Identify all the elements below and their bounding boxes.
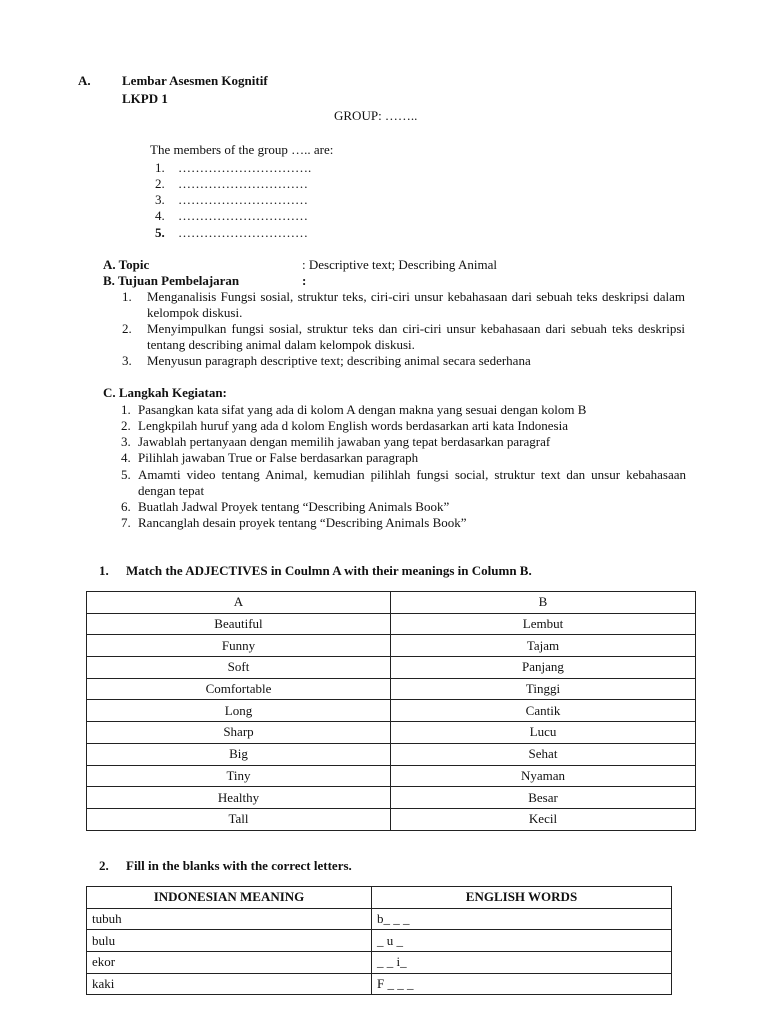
member-number: 4. (155, 208, 165, 223)
topic-value: : Descriptive text; Describing Animal (302, 257, 497, 272)
table-row (87, 743, 696, 765)
table-row (87, 930, 672, 952)
table-row (87, 787, 696, 809)
langkah-label: C. Langkah Kegiatan: (103, 385, 227, 400)
adjective-cell: Funny (87, 635, 391, 657)
english-blank-cell: _ _ i_ (372, 952, 672, 974)
indonesian-cell: tubuh (87, 908, 372, 930)
adjective-cell: Healthy (87, 787, 391, 809)
langkah-item: Jawablah pertanyaan dengan memilih jawaban yang tepat berdasarkan paragraf (138, 434, 551, 449)
adjective-cell: Tiny (87, 765, 391, 787)
member-number: 2. (155, 176, 165, 191)
table-row (87, 678, 696, 700)
adjective-cell: Big (87, 743, 391, 765)
langkah-number: 4. (121, 450, 131, 465)
table-row (87, 635, 696, 657)
table-header-row (87, 592, 696, 614)
adjective-cell: Beautiful (87, 613, 391, 635)
meaning-cell: Sehat (391, 743, 696, 765)
table-row (87, 973, 672, 995)
member-line: ………………………… (178, 192, 308, 207)
exercise1-instruction: Match the ADJECTIVES in Coulmn A with their meanings in Column B. (126, 563, 532, 578)
indonesian-cell: bulu (87, 930, 372, 952)
langkah-item: Lengkpilah huruf yang ada d kolom English words berdasarkan arti kata Indonesia (138, 418, 568, 433)
adjective-cell: Comfortable (87, 678, 391, 700)
langkah-number: 2. (121, 418, 131, 433)
meaning-cell: Lucu (391, 722, 696, 744)
meaning-cell: Lembut (391, 613, 696, 635)
member-number: 5. (155, 225, 165, 240)
langkah-item: Pilihlah jawaban True or False berdasarkan paragraph (138, 450, 419, 465)
english-blank-cell: F _ _ _ (372, 973, 672, 995)
page-title: Lembar Asesmen Kognitif (122, 73, 268, 88)
tujuan-label: B. Tujuan Pembelajaran (103, 273, 240, 288)
tujuan-item: Menganalisis Fungsi sosial, struktur teks, ciri-ciri unsur kebahasaan dari sebuah teks deskripsi dalam kelompok diskusi. (147, 289, 685, 320)
table-row (87, 908, 672, 930)
meaning-cell: Nyaman (391, 765, 696, 787)
exercise2-number: 2. (99, 858, 109, 873)
member-line: ………………………… (178, 208, 308, 223)
tujuan-colon: : (302, 273, 307, 288)
section-letter: A. (78, 73, 91, 88)
meaning-cell: Kecil (391, 808, 696, 830)
meaning-cell: Panjang (391, 657, 696, 679)
langkah-number: 5. (121, 467, 131, 482)
table-row (87, 722, 696, 744)
adjective-cell: Long (87, 700, 391, 722)
member-number: 1. (155, 160, 165, 175)
indonesian-cell: ekor (87, 952, 372, 974)
adjectives-table (86, 591, 696, 831)
indonesian-cell: kaki (87, 973, 372, 995)
langkah-number: 1. (121, 402, 131, 417)
table-row (87, 657, 696, 679)
column-a-header: A (87, 592, 391, 614)
table-row (87, 952, 672, 974)
table-row (87, 765, 696, 787)
tujuan-number: 1. (122, 289, 132, 304)
langkah-item: Amamti video tentang Animal, kemudian pilihlah fungsi social, struktur text dan unsur kebahasaan dengan tepat (138, 467, 686, 498)
members-intro: The members of the group ….. are: (150, 142, 334, 157)
adjective-cell: Tall (87, 808, 391, 830)
group-label: GROUP: …….. (334, 108, 418, 123)
meaning-cell: Cantik (391, 700, 696, 722)
langkah-number: 3. (121, 434, 131, 449)
page-subtitle: LKPD 1 (122, 91, 168, 106)
english-blank-cell: _ u _ (372, 930, 672, 952)
langkah-item: Rancanglah desain proyek tentang “Describing Animals Book” (138, 515, 467, 530)
table-row (87, 808, 696, 830)
member-line: ………………………… (178, 225, 308, 240)
meaning-cell: Tinggi (391, 678, 696, 700)
meaning-cell: Tajam (391, 635, 696, 657)
tujuan-item: Menyimpulkan fungsi sosial, struktur teks dan ciri-ciri unsur kebahasaan dari sebuah teks deskripsi tentang describing animal dalam kelompok diskusi. (147, 321, 685, 352)
table-header-row (87, 887, 672, 909)
member-number: 3. (155, 192, 165, 207)
indonesian-header: INDONESIAN MEANING (87, 887, 372, 909)
adjective-cell: Soft (87, 657, 391, 679)
topic-label: A. Topic (103, 257, 150, 272)
langkah-number: 7. (121, 515, 131, 530)
column-b-header: B (391, 592, 696, 614)
fill-blanks-table (86, 886, 672, 995)
table-row (87, 700, 696, 722)
meaning-cell: Besar (391, 787, 696, 809)
member-line: …………………………. (178, 160, 312, 175)
tujuan-number: 3. (122, 353, 132, 368)
tujuan-number: 2. (122, 321, 132, 336)
exercise2-instruction: Fill in the blanks with the correct letters. (126, 858, 352, 873)
langkah-item: Pasangkan kata sifat yang ada di kolom A dengan makna yang sesuai dengan kolom B (138, 402, 587, 417)
english-blank-cell: b_ _ _ (372, 908, 672, 930)
member-line: ………………………… (178, 176, 308, 191)
adjective-cell: Sharp (87, 722, 391, 744)
langkah-item: Buatlah Jadwal Proyek tentang “Describing Animals Book” (138, 499, 450, 514)
english-header: ENGLISH WORDS (372, 887, 672, 909)
table-row (87, 613, 696, 635)
exercise1-number: 1. (99, 563, 109, 578)
tujuan-item: Menyusun paragraph descriptive text; describing animal secara sederhana (147, 353, 531, 368)
langkah-number: 6. (121, 499, 131, 514)
